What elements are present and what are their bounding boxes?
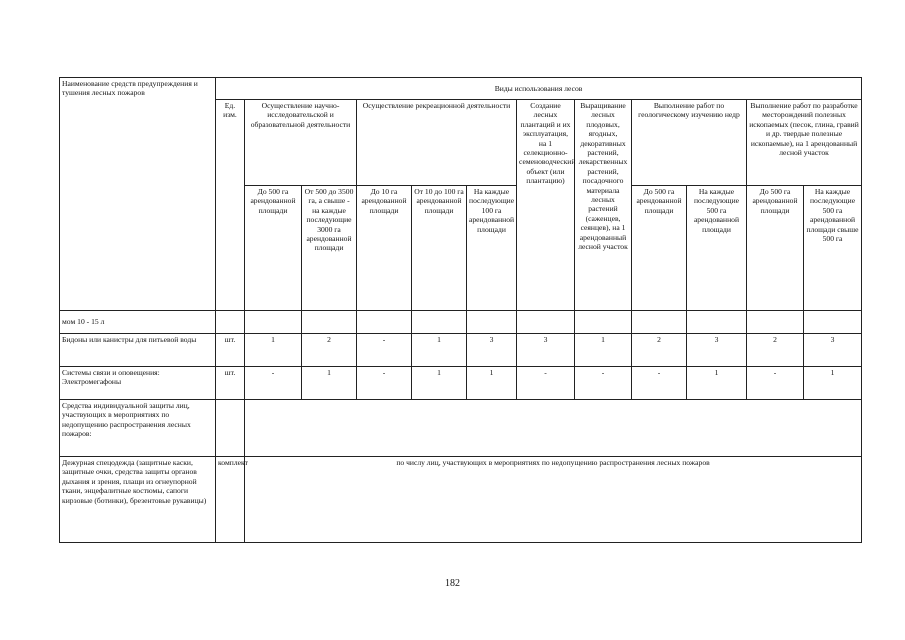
header-plantations-cell	[517, 100, 575, 311]
value-cell: 3	[804, 334, 862, 367]
header-name-text: Наименование средств предупреждения и тушения лесных пожаров	[62, 79, 198, 98]
sub-header-text: От 10 до 100 га арендованной площади	[414, 187, 464, 215]
value-cell: -	[357, 334, 412, 367]
empty-cell	[412, 311, 467, 334]
value-cell: -	[575, 367, 632, 400]
header-group-text: Виды использования лесов	[494, 83, 583, 93]
sub-header-text: До 500 га арендованной площади	[250, 187, 296, 215]
value-cell: 3	[517, 334, 575, 367]
sub-header-cell	[687, 186, 747, 311]
sub-header-cell	[245, 186, 302, 311]
header-geology-cell	[632, 100, 747, 186]
empty-cell	[517, 311, 575, 334]
header-plants-text: Выращивание лесных плодовых, ягодных, декоративных растений, лекарственных растений, посадочного материала лесных растений (саженцев, сеянцев), на 1 арендованный лесной участок	[578, 101, 628, 252]
value-cell: 2	[632, 334, 687, 367]
table-row	[60, 311, 862, 334]
value-cell: -	[357, 367, 412, 400]
sub-header-cell	[357, 186, 412, 311]
value-cell: -	[632, 367, 687, 400]
row-unit-cell: шт.	[216, 367, 245, 400]
empty-cell	[216, 400, 245, 457]
value-cell: 3	[467, 334, 517, 367]
header-geology-text: Выполнение работ по геологическому изучению недр	[638, 101, 740, 120]
value-cell: 2	[302, 334, 357, 367]
sub-header-text: На каждые последующие 500 га арендованной площади	[693, 187, 740, 234]
value-cell: 1	[412, 334, 467, 367]
sub-header-cell	[467, 186, 517, 311]
sub-header-cell	[302, 186, 357, 311]
empty-cell	[216, 311, 245, 334]
sub-header-cell	[804, 186, 862, 311]
norms-table	[59, 77, 862, 543]
sub-header-cell	[632, 186, 687, 311]
sub-header-text: До 500 га арендованной площади	[752, 187, 798, 215]
sub-header-text: От 500 до 3500 га, а свыше - на каждые последующие 3000 га арендованной площади	[304, 187, 354, 253]
empty-cell	[804, 311, 862, 334]
row-name-cell	[60, 334, 216, 367]
empty-cell	[245, 400, 862, 457]
header-recreation-text: Осуществление рекреационной деятельности	[362, 101, 511, 110]
value-cell: 1	[412, 367, 467, 400]
empty-cell	[302, 311, 357, 334]
header-unit-text: Ед. изм.	[223, 101, 237, 120]
header-minerals-text: Выполнение работ по разработке месторождений полезных ископаемых (песок, глина, гравий и др. твердые полезные ископаемые), на 1 арендованный лесной участок	[749, 101, 859, 158]
row-name-cell	[60, 367, 216, 400]
row-unit-cell: комплект	[216, 457, 245, 543]
value-cell: 1	[575, 334, 632, 367]
header-research-cell	[245, 100, 357, 186]
sub-header-text: До 10 га арендованной площади	[361, 187, 407, 215]
row-name-text: Бидоны или канистры для питьевой воды	[62, 335, 197, 344]
page-number: 182	[445, 578, 460, 589]
value-cell: 1	[804, 367, 862, 400]
empty-cell	[357, 311, 412, 334]
row-name-text: Средства индивидуальной защиты лиц, участвующих в мероприятиях по недопущению распространения лесных пожаров:	[62, 401, 191, 439]
header-plants-cell	[575, 100, 632, 311]
empty-cell	[747, 311, 804, 334]
row-name-cell	[60, 457, 216, 543]
header-group-cell	[216, 78, 862, 100]
value-cell: 1	[302, 367, 357, 400]
value-cell: 1	[245, 334, 302, 367]
row-note-cell: по числу лиц, участвующих в мероприятиях по недопущению распространения лесных пожаров	[245, 457, 862, 543]
header-minerals-cell	[747, 100, 862, 186]
empty-cell	[245, 311, 302, 334]
header-plantations-text: Создание лесных плантаций и их эксплуатация, на 1 селекционно-семеноводческий объект (или плантацию)	[519, 101, 576, 186]
value-cell: -	[517, 367, 575, 400]
table-row	[60, 400, 862, 457]
value-cell: 1	[687, 367, 747, 400]
header-recreation-cell	[357, 100, 517, 186]
sub-header-text: До 500 га арендованной площади	[636, 187, 682, 215]
value-cell: -	[245, 367, 302, 400]
value-cell: 3	[687, 334, 747, 367]
sub-header-cell	[747, 186, 804, 311]
table-row	[60, 334, 862, 367]
row-name-text: Системы связи и оповещения: Электромегафоны	[62, 368, 160, 387]
empty-cell	[687, 311, 747, 334]
table-row	[60, 457, 862, 543]
value-cell: 2	[747, 334, 804, 367]
sub-header-cell	[412, 186, 467, 311]
row-name-cell	[60, 400, 216, 457]
row-name-cell	[60, 311, 216, 334]
sub-header-text: На каждые последующие 500 га арендованной площади свыше 500 га	[806, 187, 859, 244]
value-cell: -	[747, 367, 804, 400]
empty-cell	[632, 311, 687, 334]
empty-cell	[467, 311, 517, 334]
row-unit-cell: шт.	[216, 334, 245, 367]
row-name-text: мом 10 - 15 л	[62, 317, 105, 327]
value-cell: 1	[467, 367, 517, 400]
table-row	[60, 367, 862, 400]
header-name-cell	[60, 78, 216, 311]
header-research-text: Осуществление научно-исследовательской и образовательной деятельности	[250, 101, 351, 129]
sub-header-text: На каждые последующие 100 га арендованной площади	[469, 187, 515, 234]
row-name-text: Дежурная спецодежда (защитные каски, защитные очки, средства защиты органов дыхания и зрения, плащи из огнеупорной ткани, энцефалитные костюмы, сапоги кирзовые (ботинки), брезентовые рукавицы)	[62, 458, 207, 505]
empty-cell	[575, 311, 632, 334]
header-unit-cell	[216, 100, 245, 311]
